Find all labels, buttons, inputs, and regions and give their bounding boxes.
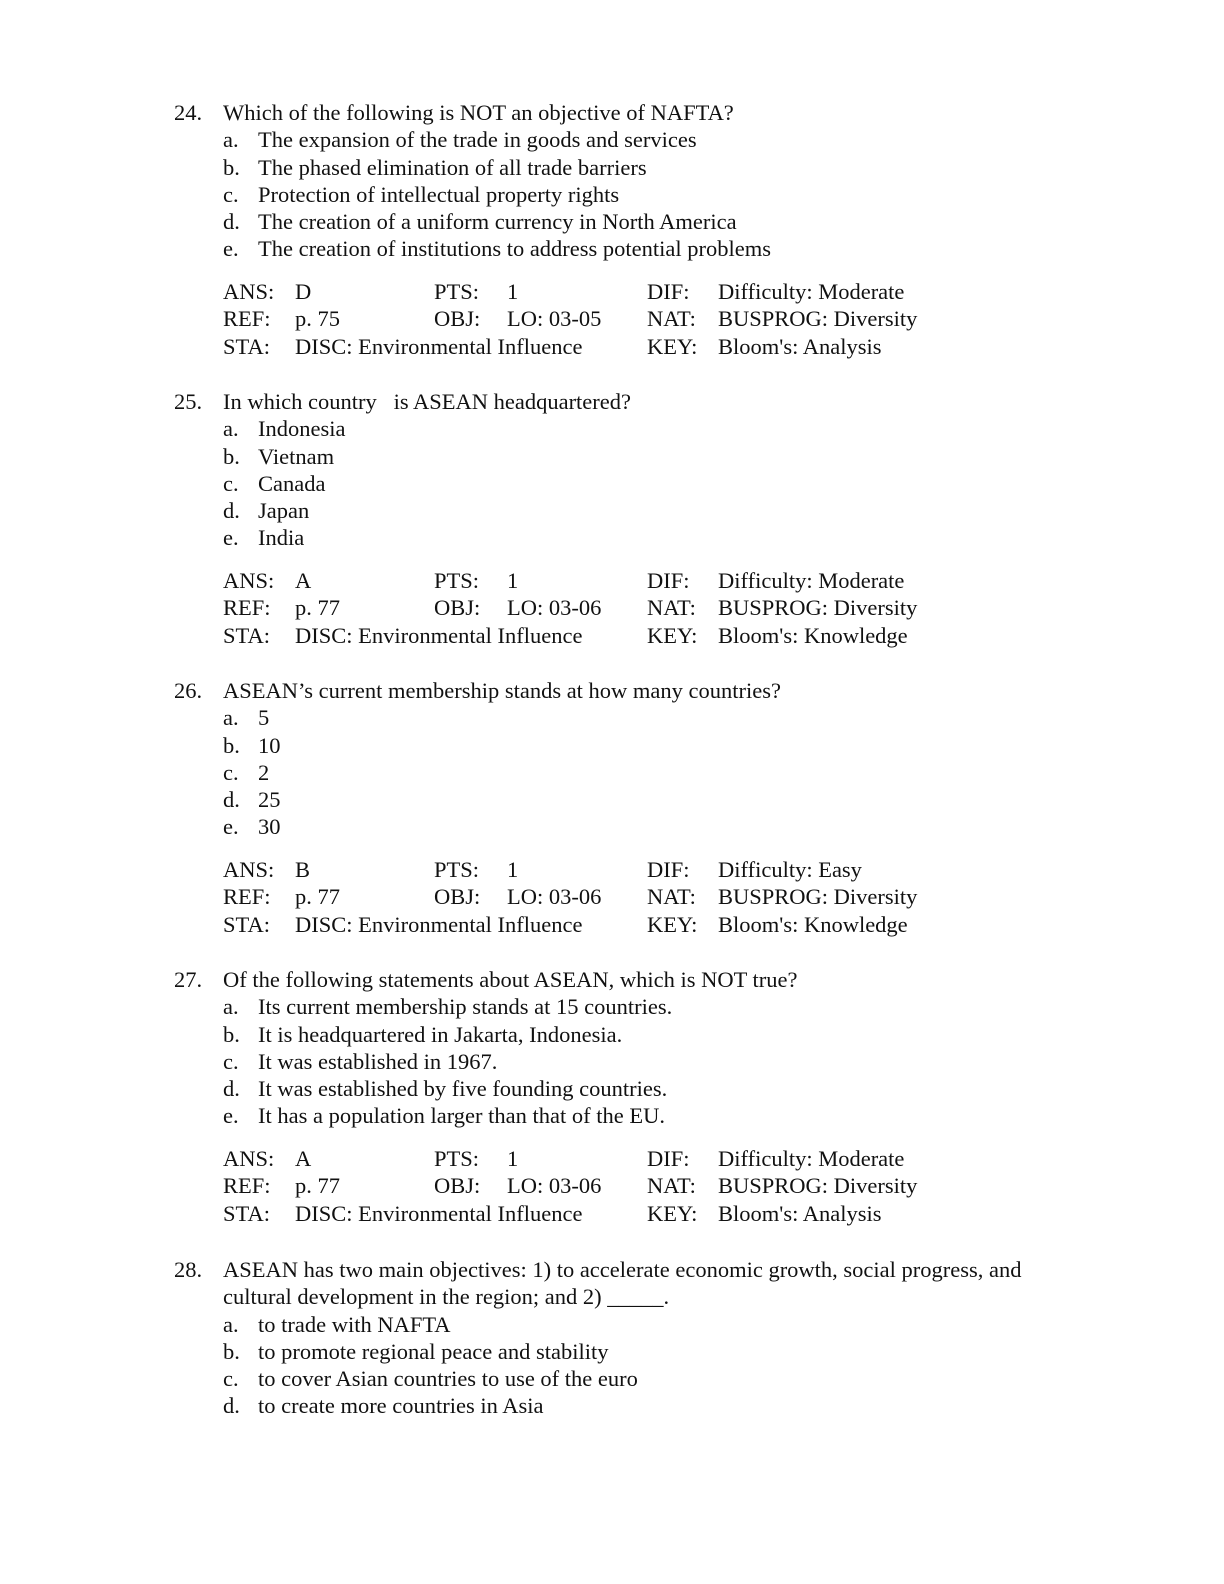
meta-label: DIF: [647,567,690,593]
question-28 [0,1256,1224,1420]
question-number: 25. [174,389,203,414]
meta-value: DISC: Environmental Influence [295,333,583,359]
meta-value: LO: 03-05 [507,306,602,332]
meta-label: NAT: [647,1173,696,1199]
meta-value: LO: 03-06 [507,595,602,621]
option-text: The creation of a uniform currency in North America [258,209,737,235]
option-letter: b. [223,732,240,758]
option-text: 25 [258,787,281,813]
meta-value: 1 [507,567,519,593]
option-e [0,235,1224,262]
option-d [0,497,1224,524]
metadata-row [0,305,1224,333]
meta-label: OBJ: [434,306,481,332]
option-a [0,126,1224,153]
question-number: 26. [174,678,203,703]
option-letter: e. [223,236,239,262]
option-letter: a. [223,127,239,153]
question-text: Which of the following is NOT an objective of NAFTA? [223,100,734,125]
option-text: Indonesia [258,416,346,442]
question-26 [0,677,1224,938]
meta-value: B [295,856,311,882]
question-stem [0,1256,1224,1283]
meta-label: ANS: [223,1145,275,1171]
option-letter: a. [223,1311,239,1337]
meta-label: STA: [223,333,270,359]
option-letter: b. [223,443,240,469]
option-text: Vietnam [258,443,335,469]
question-27 [0,966,1224,1227]
option-letter: c. [223,181,239,207]
option-text: India [258,525,305,551]
metadata-row [0,856,1224,884]
meta-label: REF: [223,1173,271,1199]
option-text: The phased elimination of all trade barriers [258,154,647,180]
option-a [0,1311,1224,1338]
option-text: It was established in 1967. [258,1048,498,1074]
option-d [0,208,1224,235]
meta-label: PTS: [434,856,480,882]
meta-value: 1 [507,1145,519,1171]
option-text: It was established by five founding countries. [258,1076,668,1102]
question-number: 24. [174,100,203,125]
meta-label: REF: [223,306,271,332]
option-c [0,759,1224,786]
meta-label: DIF: [647,278,690,304]
metadata-row [0,883,1224,911]
option-c [0,181,1224,208]
option-letter: e. [223,525,239,551]
meta-value: p. 77 [295,595,340,621]
option-text: to create more countries in Asia [258,1393,544,1419]
metadata-row [0,567,1224,595]
option-letter: d. [223,787,240,813]
meta-value: BUSPROG: Diversity [718,884,918,910]
meta-value: D [295,278,312,304]
option-e [0,524,1224,551]
option-letter: b. [223,154,240,180]
option-e [0,813,1224,840]
option-d [0,1392,1224,1419]
option-letter: b. [223,1021,240,1047]
meta-label: KEY: [647,333,698,359]
answer-metadata [0,856,1224,939]
meta-label: STA: [223,622,270,648]
option-letter: d. [223,1076,240,1102]
meta-value: Bloom's: Knowledge [718,622,908,648]
meta-value: A [295,567,312,593]
meta-label: OBJ: [434,884,481,910]
option-a [0,993,1224,1020]
question-stem [0,99,1224,126]
meta-value: A [295,1145,312,1171]
metadata-row [0,594,1224,622]
meta-label: DIF: [647,1145,690,1171]
meta-label: DIF: [647,856,690,882]
question-text: cultural development in the region; and 2) _____. [223,1284,670,1310]
meta-value: Bloom's: Analysis [718,1200,882,1226]
meta-value: p. 75 [295,306,340,332]
meta-value: Bloom's: Analysis [718,333,882,359]
option-text: Japan [258,498,310,524]
option-letter: a. [223,416,239,442]
meta-value: p. 77 [295,884,340,910]
question-stem-continued [0,1283,1224,1310]
meta-label: NAT: [647,884,696,910]
meta-label: ANS: [223,567,275,593]
meta-value: 1 [507,856,519,882]
option-c [0,1365,1224,1392]
question-stem [0,388,1224,415]
option-a [0,415,1224,442]
option-b [0,1021,1224,1048]
option-letter: e. [223,814,239,840]
option-text: The creation of institutions to address potential problems [258,236,772,262]
meta-value: Difficulty: Moderate [718,567,905,593]
option-letter: c. [223,759,239,785]
metadata-row [0,333,1224,361]
metadata-row [0,278,1224,306]
option-text: to promote regional peace and stability [258,1338,609,1364]
meta-value: Difficulty: Moderate [718,278,905,304]
meta-label: PTS: [434,278,480,304]
meta-label: NAT: [647,595,696,621]
meta-label: KEY: [647,911,698,937]
option-c [0,470,1224,497]
option-letter: d. [223,209,240,235]
question-text: In which country is ASEAN headquartered? [223,389,632,414]
meta-label: OBJ: [434,595,481,621]
question-25 [0,388,1224,649]
meta-label: ANS: [223,856,275,882]
meta-label: PTS: [434,567,480,593]
option-b [0,154,1224,181]
answer-metadata [0,278,1224,361]
option-text: Canada [258,470,326,496]
option-d [0,1075,1224,1102]
meta-label: ANS: [223,278,275,304]
meta-value: BUSPROG: Diversity [718,1173,918,1199]
option-letter: c. [223,1048,239,1074]
question-text: ASEAN’s current membership stands at how many countries? [223,678,782,703]
question-text: ASEAN has two main objectives: 1) to accelerate economic growth, social progress, and [223,1257,1022,1282]
meta-value: Difficulty: Moderate [718,1145,905,1171]
option-letter: a. [223,705,239,731]
meta-label: STA: [223,1200,270,1226]
option-text: to trade with NAFTA [258,1311,451,1337]
question-stem [0,966,1224,993]
option-text: Its current membership stands at 15 countries. [258,994,673,1020]
option-text: Protection of intellectual property rights [258,181,620,207]
meta-value: DISC: Environmental Influence [295,622,583,648]
option-letter: c. [223,1366,239,1392]
meta-value: DISC: Environmental Influence [295,911,583,937]
option-letter: a. [223,994,239,1020]
option-b [0,732,1224,759]
meta-value: Difficulty: Easy [718,856,862,882]
metadata-row [0,622,1224,650]
meta-value: BUSPROG: Diversity [718,306,918,332]
meta-label: OBJ: [434,1173,481,1199]
option-text: The expansion of the trade in goods and services [258,127,697,153]
option-letter: d. [223,498,240,524]
option-c [0,1048,1224,1075]
meta-value: 1 [507,278,519,304]
question-text: Of the following statements about ASEAN, which is NOT true? [223,967,798,992]
option-d [0,786,1224,813]
option-text: 2 [258,759,270,785]
meta-label: PTS: [434,1145,480,1171]
meta-label: KEY: [647,622,698,648]
option-text: 5 [258,705,270,731]
answer-metadata [0,567,1224,650]
meta-value: p. 77 [295,1173,340,1199]
option-text: It has a population larger than that of the EU. [258,1103,665,1129]
meta-label: STA: [223,911,270,937]
meta-value: LO: 03-06 [507,884,602,910]
option-letter: b. [223,1338,240,1364]
meta-label: REF: [223,595,271,621]
meta-value: BUSPROG: Diversity [718,595,918,621]
option-text: 30 [258,814,281,840]
option-a [0,704,1224,731]
question-number: 28. [174,1257,203,1282]
option-letter: e. [223,1103,239,1129]
meta-value: LO: 03-06 [507,1173,602,1199]
meta-label: REF: [223,884,271,910]
option-letter: c. [223,470,239,496]
option-b [0,1338,1224,1365]
metadata-row [0,1200,1224,1228]
option-b [0,443,1224,470]
meta-label: KEY: [647,1200,698,1226]
metadata-row [0,1145,1224,1173]
option-text: It is headquartered in Jakarta, Indonesia. [258,1021,623,1047]
metadata-row [0,911,1224,939]
option-text: to cover Asian countries to use of the euro [258,1366,638,1392]
option-letter: d. [223,1393,240,1419]
question-24 [0,99,1224,360]
meta-value: Bloom's: Knowledge [718,911,908,937]
metadata-row [0,1172,1224,1200]
option-text: 10 [258,732,281,758]
answer-metadata [0,1145,1224,1228]
question-stem [0,677,1224,704]
option-e [0,1102,1224,1129]
meta-value: DISC: Environmental Influence [295,1200,583,1226]
meta-label: NAT: [647,306,696,332]
question-number: 27. [174,967,203,992]
